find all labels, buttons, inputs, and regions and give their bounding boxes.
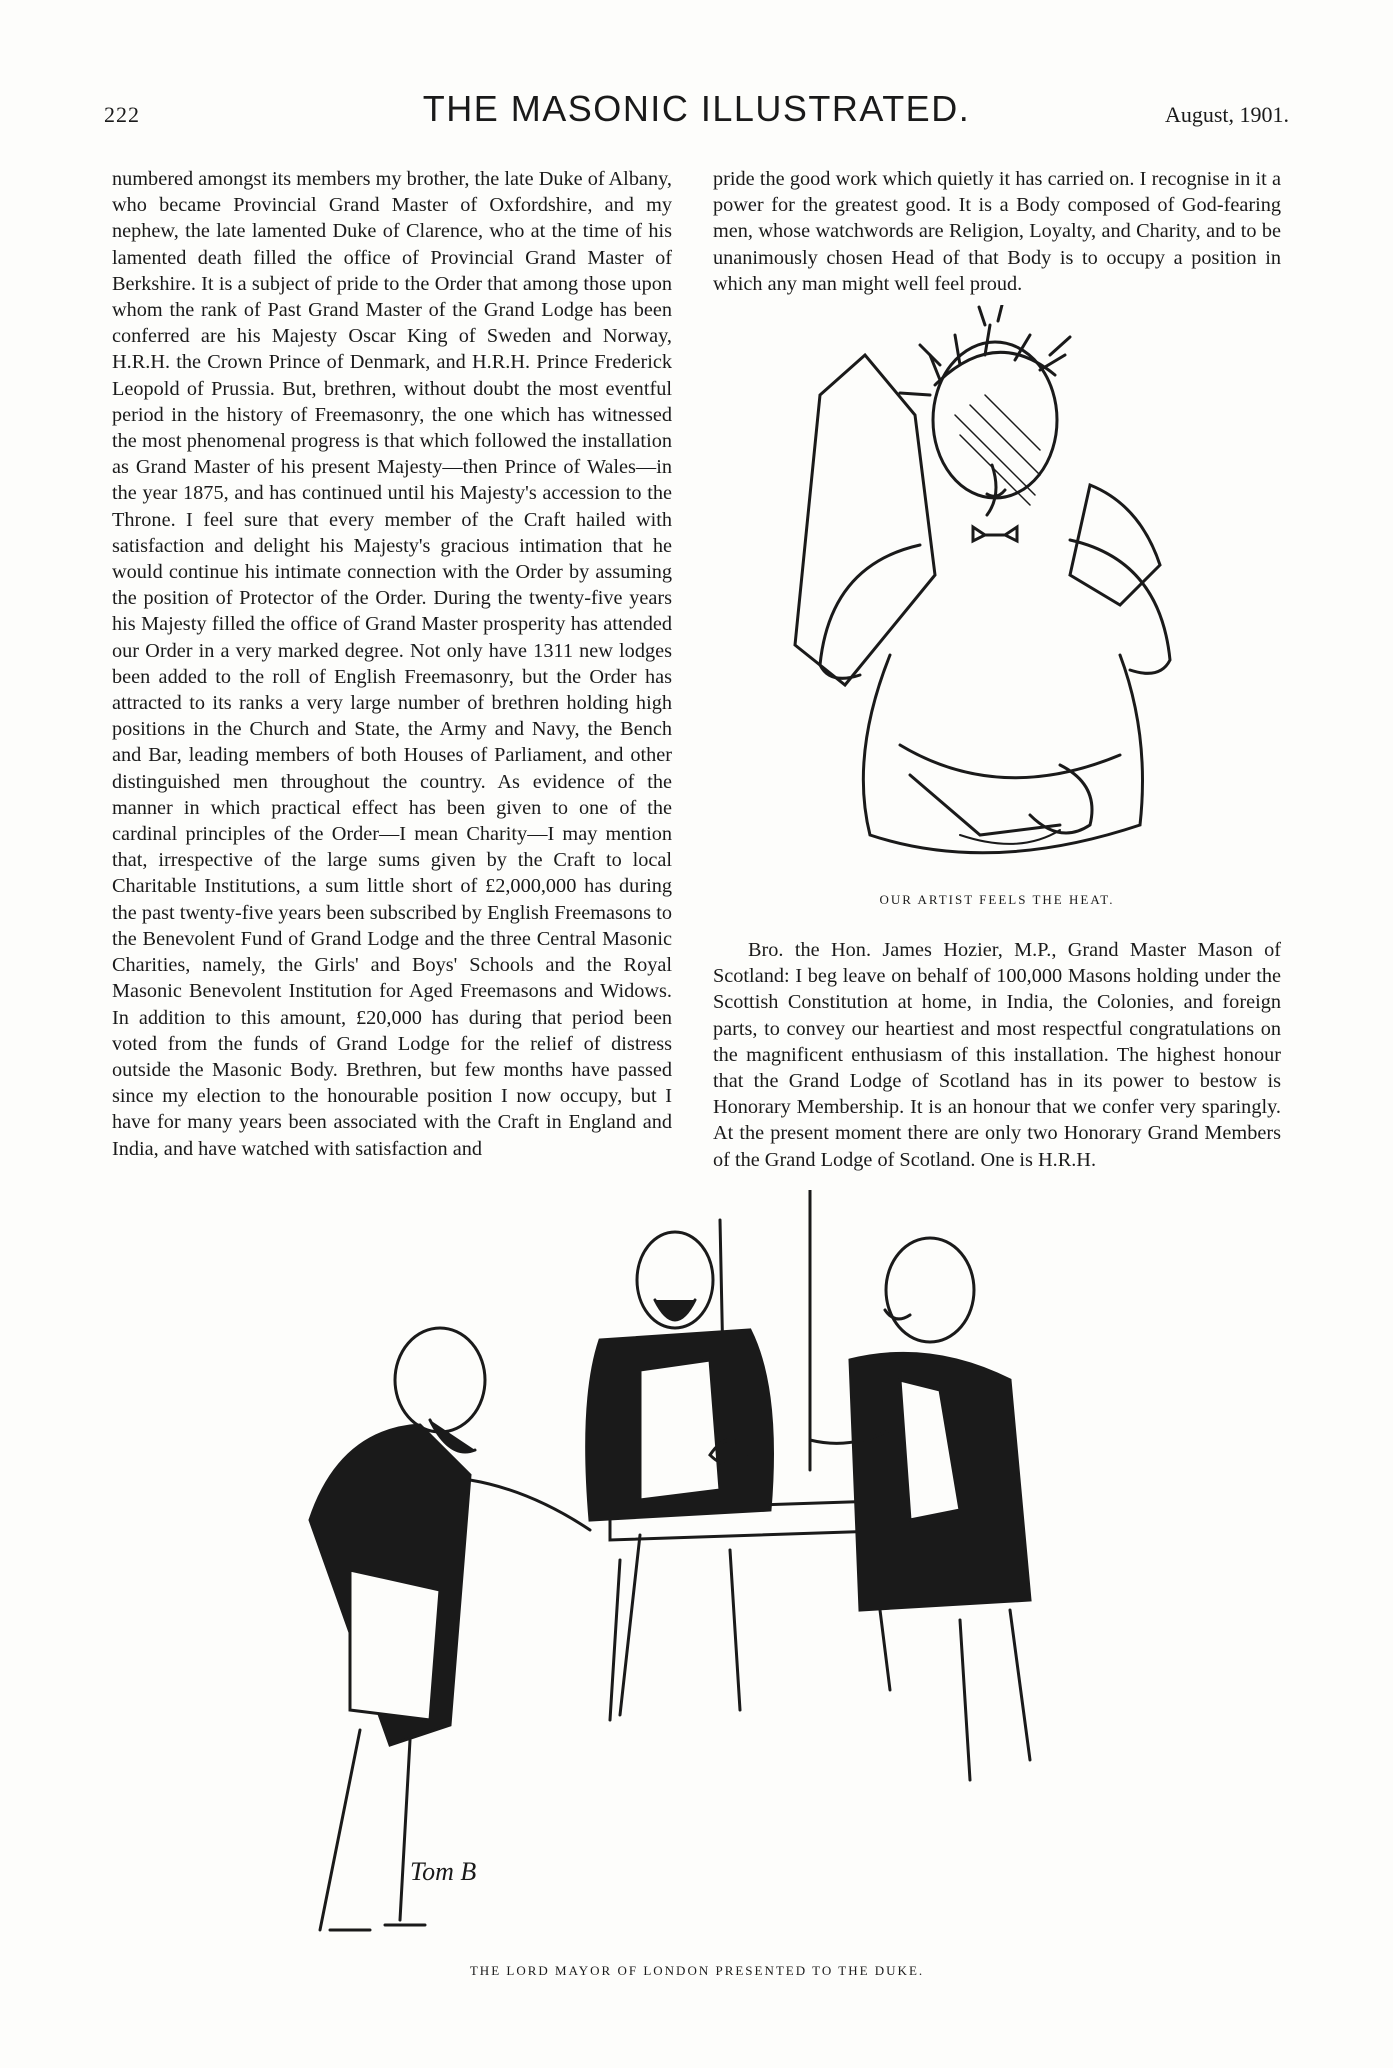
issue-date: August, 1901. (1164, 102, 1289, 127)
artist-signature: Tom B (410, 1857, 477, 1886)
lord-mayor-illustration-caption: THE LORD MAYOR OF LONDON PRESENTED TO THE DUKE. (469, 1963, 925, 1978)
article-right-column-bottom: Bro. the Hon. James Hozier, M.P., Grand Master Mason of Scotland: I beg leave on behalf of 100,000 Masons holding under the Scottish Constitution at home, in India, the Colonies, and foreign parts, to convey our heartiest and most respectful congratulations on the magnificent enthusiasm of this installation. The highest honour that the Grand Lodge of Scotland has in its power to bestow is Honorary Membership. It is an honour that we confer very sparingly. At the present moment there are only two Honorary Grand Members of the Grand Lodge of Scotland. One is H.R.H. (713, 939, 1281, 1171)
masthead: THE MASONIC ILLUSTRATED. (422, 88, 971, 129)
article-right-column-top: pride the good work which quietly it has carried on. I recognise in it a power for the greatest good. It is a Body composed of God-fearing men, whose watchwords are Religion, Loyalty, and Charity, and to be unanimously chosen Head of that Body is to occupy a position in which any man might well feel proud. (713, 168, 1281, 295)
lord-mayor-illustration (290, 1190, 1090, 1950)
page-header (104, 88, 1289, 128)
artist-illustration (760, 305, 1240, 885)
article-left-column: numbered amongst its members my brother, the late Duke of Albany, who became Provincial Grand Master of Oxfordshire, and my nephew, the late lamented Duke of Clarence, who at the time of his lamented death filled the office of Provincial Grand Master of Berkshire. It is a subject of pride to the Order that among those upon whom the rank of Past Grand Master of the Grand Lodge has been conferred are his Majesty Oscar King of Sweden and Norway, H.R.H. the Crown Prince of Denmark, and H.R.H. Prince Frederick Leopold of Prussia. But, brethren, without doubt the most eventful period in the history of Freemasonry, the one which has witnessed the most phenomenal progress is that which followed the installation as Grand Master of his present Majesty—then Prince of Wales—in the year 1875, and has continued until his Majesty's accession to the Throne. I feel sure that every member of the Craft hailed with satisfaction and delight his Majesty's gracious intimation that he would continue his intimate connection with the Order by assuming the position of Protector of the Order. During the twenty-five years his Majesty filled the office of Grand Master prosperity has attended our Order in a very marked degree. Not only have 1311 new lodges been added to the roll of English Freemasonry, but the Order has attracted to its ranks a very large number of brethren holding high positions in the Church and State, the Army and Navy, the Bench and Bar, leading members of both Houses of Parliament, and other distinguished men throughout the country. As evidence of the manner in which practical effect has been given to one of the cardinal principles of the Order—I mean Charity—I may mention that, irrespective of the large sums given by the Craft to local Charitable Institutions, a sum little short of £2,000,000 has during the past twenty-five years been subscribed by English Freemasons to the Benevolent Fund of Grand Lodge and the three Central Masonic Charities, namely, the Girls' and Boys' Schools and the Royal Masonic Benevolent Institution for Aged Freemasons and Widows. In addition to this amount, £20,000 has during that period been voted from the funds of Grand Lodge for the relief of distress outside the Masonic Body. Brethren, but few months have passed since my election to the honourable position I now occupy, but I have for many years been associated with the Craft in England and India, and have watched with satisfaction and (112, 168, 672, 1160)
artist-illustration-caption: OUR ARTIST FEELS THE HEAT. (879, 892, 1115, 907)
page-number: 222 (104, 102, 140, 127)
